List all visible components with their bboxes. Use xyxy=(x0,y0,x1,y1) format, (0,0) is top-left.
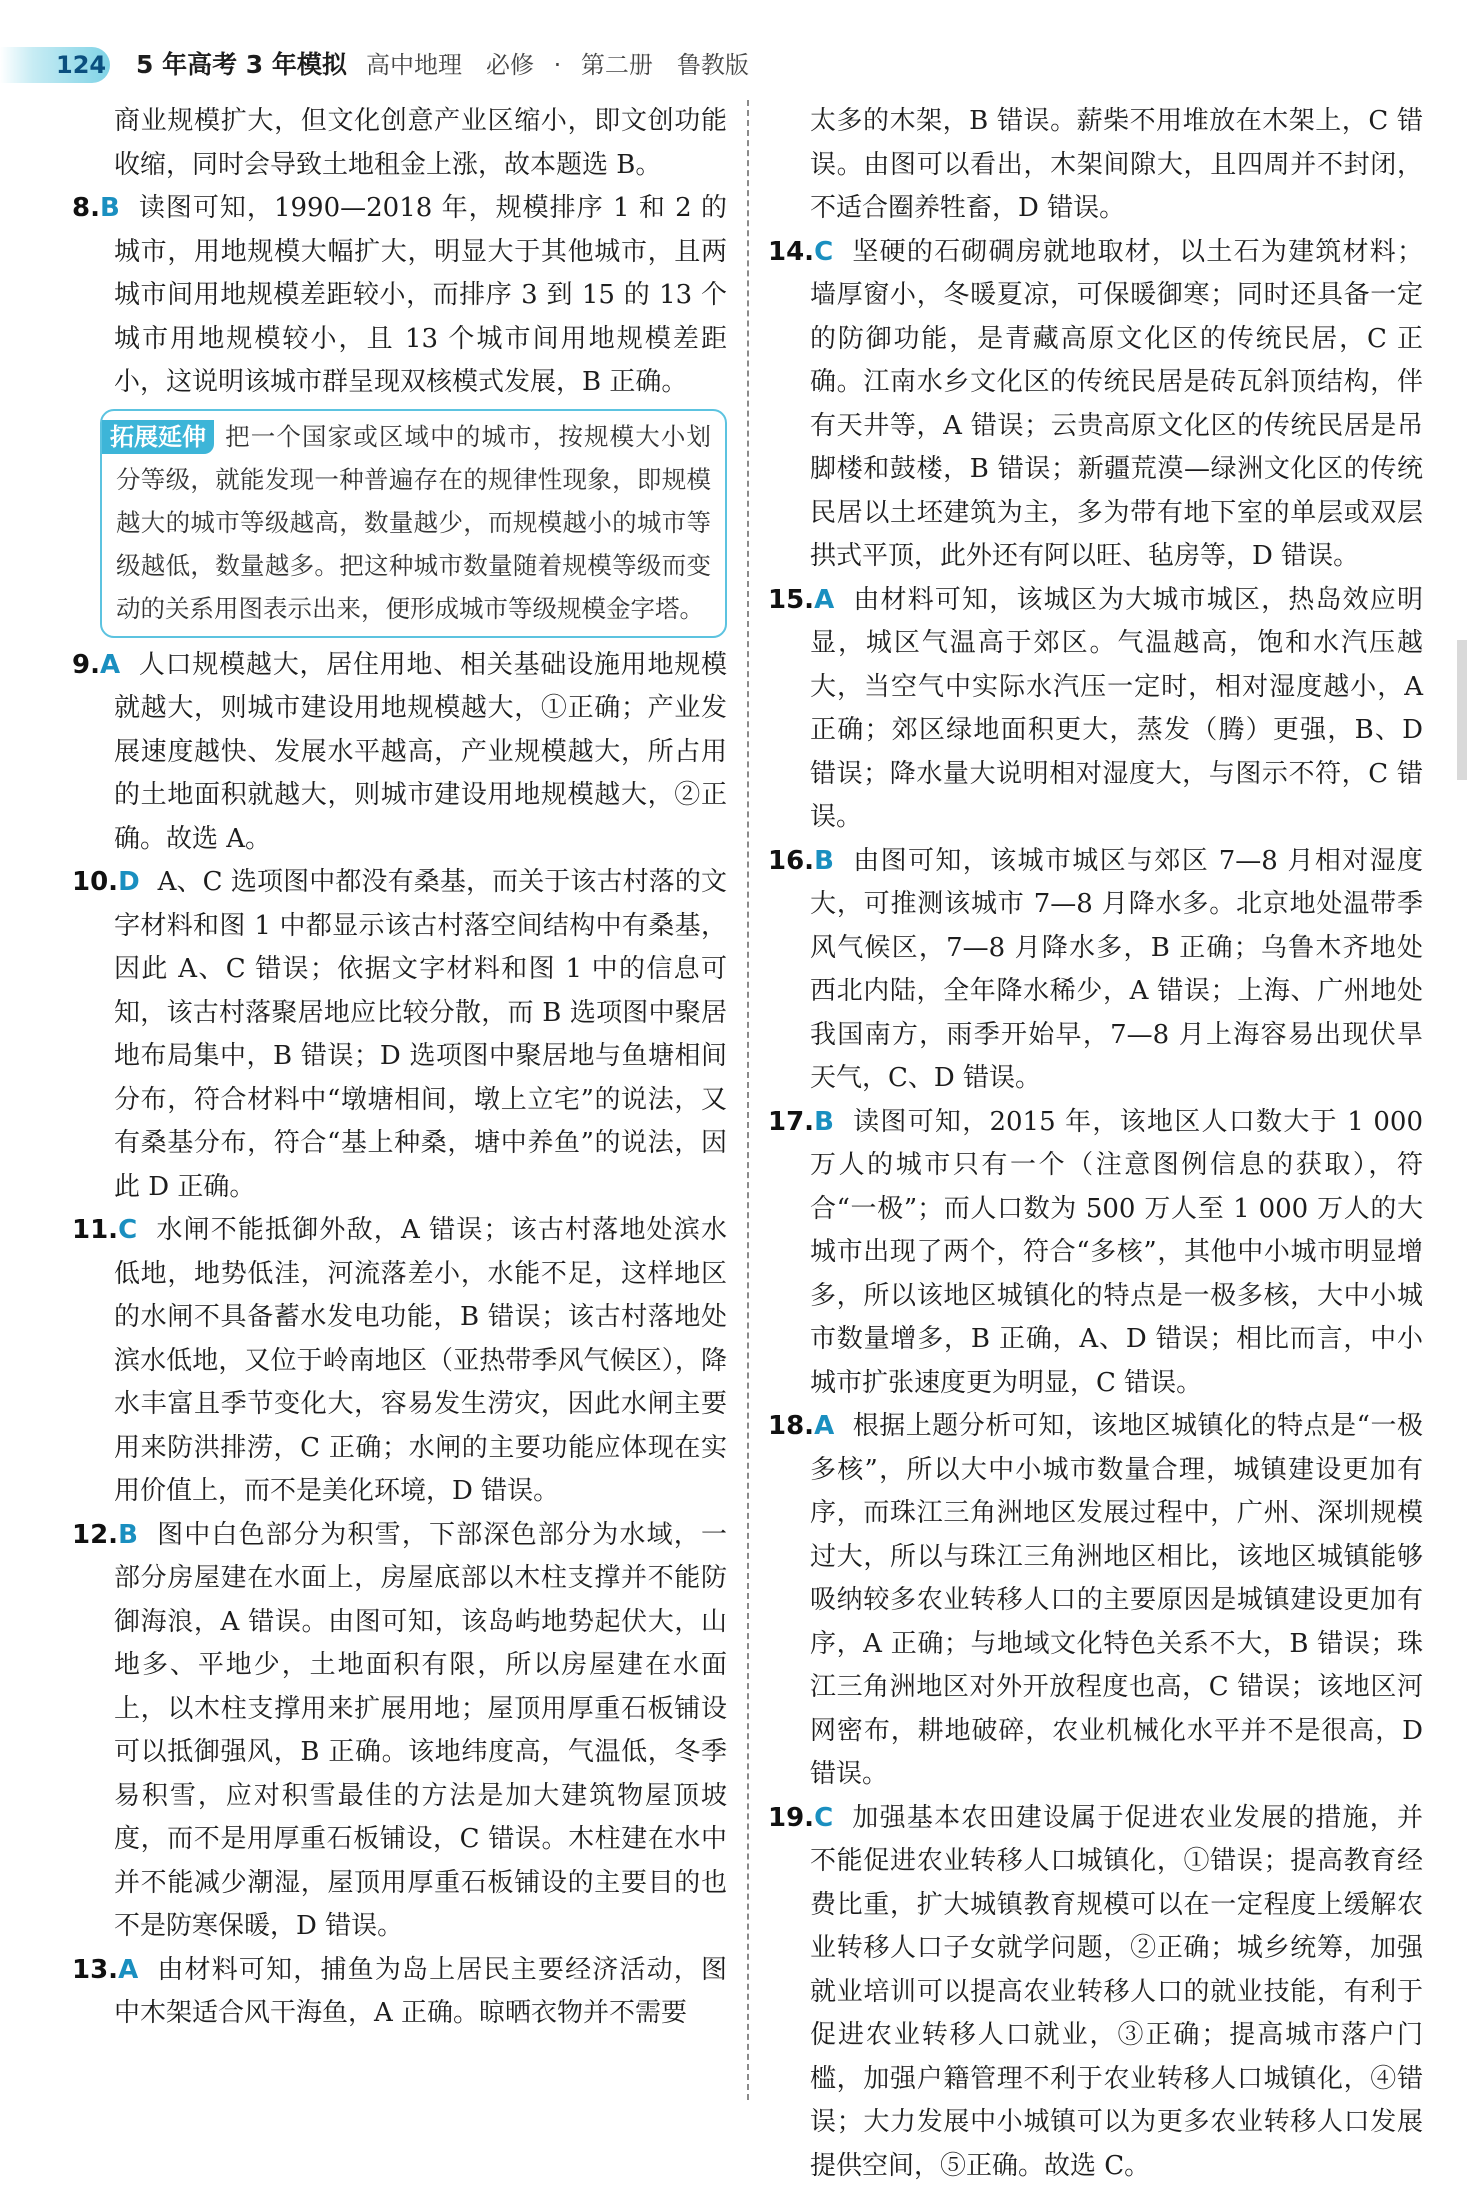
page-number: 124 xyxy=(56,47,106,83)
answer-item-16 xyxy=(768,840,1423,1101)
answer-item-19 xyxy=(768,1797,1423,2188)
answer-letter: C xyxy=(814,237,833,267)
question-number: 16. xyxy=(768,846,814,876)
extension-text: 把一个国家或区域中的城市，按规模大小划分等级，就能发现一种普遍存在的规律性现象，即规模越大的城市等级越高，数量越少，而规模越小的城市等级越低，数量越多。把这种城市数量随着规模等级而变动的关系用图表示出来，便形成城市等级规模金字塔。 xyxy=(116,422,711,623)
answer-letter: B xyxy=(100,193,120,223)
answer-item-9 xyxy=(72,644,727,862)
answer-item-8 xyxy=(72,187,727,405)
answer-item-12 xyxy=(72,1514,727,1949)
answer-letter: B xyxy=(118,1520,138,1550)
question-number: 18. xyxy=(768,1411,814,1441)
explanation-text: 水闸不能抵御外敌，A 错误；该古村落地处滨水低地，地势低洼，河流落差小，水能不足，这样地区的水闸不具备蓄水发电功能，B 错误；该古村落地处滨水低地，又位于岭南地区（亚热带季风气候区），降水丰富且季节变化大，容易发生涝灾，因此水闸主要用来防洪排涝，C 正确；水闸的主要功能应体现在实用价值上，而不是美化环境，D 错误。 xyxy=(114,1215,727,1506)
page-header xyxy=(0,40,800,90)
answer-letter: A xyxy=(118,1955,138,1985)
answer-letter: D xyxy=(118,867,140,897)
answer-item-11 xyxy=(72,1209,727,1514)
question-number: 15. xyxy=(768,585,814,615)
explanation-text: 由图可知，该城市城区与郊区 7—8 月相对湿度大，可推测该城市 7—8 月降水多。北京地处温带季风气候区，7—8 月降水多，B 正确；乌鲁木齐地处西北内陆，全年降水稀少，A 错误；上海、广州地处我国南方，雨季开始早，7—8 月上海容易出现伏旱天气，C、D 错误。 xyxy=(810,846,1423,1094)
answer-item-14 xyxy=(768,231,1423,579)
question-number: 8. xyxy=(72,193,100,223)
extension-box xyxy=(100,409,727,638)
answer-letter: A xyxy=(814,1411,834,1441)
answer-item-17 xyxy=(768,1101,1423,1406)
right-column xyxy=(768,100,1423,2188)
extension-tag: 拓展延伸 xyxy=(102,420,214,454)
answer-letter: C xyxy=(814,1803,833,1833)
answer-item-13 xyxy=(72,1949,727,2036)
question-number: 14. xyxy=(768,237,814,267)
question-number: 13. xyxy=(72,1955,118,1985)
question-number: 17. xyxy=(768,1107,814,1137)
question-number: 12. xyxy=(72,1520,118,1550)
answer-item-18 xyxy=(768,1405,1423,1797)
answer-letter: A xyxy=(814,585,834,615)
explanation-text: A、C 选项图中都没有桑基，而关于该古村落的文字材料和图 1 中都显示该古村落空间结构中有桑基，因此 A、C 错误；依据文字材料和图 1 中的信息可知，该古村落聚居地应比较分散，而 B 选项图中聚居地布局集中，B 错误；D 选项图中聚居地与鱼塘相间分布，符合材料中“墩塘相间，墩上立宅”的说法，又有桑基分布，符合“基上种桑，塘中养鱼”的说法，因此 D 正确。 xyxy=(114,867,727,1202)
explanation-text: 人口规模越大，居住用地、相关基础设施用地规模就越大，则城市建设用地规模越大，①正确；产业发展速度越快、发展水平越高，产业规模越大，所占用的土地面积就越大，则城市建设用地规模越大，②正确。故选 A。 xyxy=(114,650,727,854)
explanation-text: 加强基本农田建设属于促进农业发展的措施，并不能促进农业转移人口城镇化，①错误；提高教育经费比重，扩大城镇教育规模可以在一定程度上缓解农业转移人口子女就学问题，②正确；城乡统筹，加强就业培训可以提高农业转移人口的就业技能，有利于促进农业转移人口就业，③正确；提高城市落户门槛，加强户籍管理不利于农业转移人口城镇化，④错误；大力发展中小城镇可以为更多农业转移人口发展提供空间，⑤正确。故选 C。 xyxy=(810,1803,1423,2181)
question-number: 10. xyxy=(72,867,118,897)
column-divider xyxy=(747,100,749,2100)
question-number: 9. xyxy=(72,650,100,680)
answer-item-10 xyxy=(72,861,727,1209)
answer-letter: C xyxy=(118,1215,137,1245)
explanation-text: 由材料可知，捕鱼为岛上居民主要经济活动，图中木架适合风干海鱼，A 正确。晾晒衣物并不需要 xyxy=(114,1955,727,2029)
answer-letter: B xyxy=(814,1107,834,1137)
question-number: 19. xyxy=(768,1803,814,1833)
subject-info: 高中地理 必修 · 第二册 鲁教版 xyxy=(366,47,749,83)
question-number: 11. xyxy=(72,1215,118,1245)
explanation-text: 读图可知，1990—2018 年，规模排序 1 和 2 的城市，用地规模大幅扩大，明显大于其他城市，且两城市间用地规模差距较小，而排序 3 到 15 的 13 个城市用地规模较小，且 13 个城市间用地规模差距小，这说明该城市群呈现双核模式发展，B 正确。 xyxy=(114,193,727,397)
answer-letter: A xyxy=(100,650,120,680)
edge-tab xyxy=(1457,640,1467,780)
book-title: 5 年高考 3 年模拟 xyxy=(136,47,347,83)
explanation-text: 由材料可知，该城区为大城市城区，热岛效应明显，城区气温高于郊区。气温越高，饱和水汽压越大，当空气中实际水汽压一定时，相对湿度越小，A 正确；郊区绿地面积更大，蒸发（腾）更强，B、D 错误；降水量大说明相对湿度大，与图示不符，C 错误。 xyxy=(810,585,1423,833)
explanation-text: 根据上题分析可知，该地区城镇化的特点是“一极多核”，所以大中小城市数量合理，城镇建设更加有序，而珠江三角洲地区发展过程中，广州、深圳规模过大，所以与珠江三角洲地区相比，该地区城镇能够吸纳较多农业转移人口的主要原因是城镇建设更加有序，A 正确；与地域文化特色关系不大，B 错误；珠江三角洲地区对外开放程度也高，C 错误；该地区河网密布，耕地破碎，农业机械化水平并不是很高，D 错误。 xyxy=(810,1411,1423,1789)
intro-paragraph: 商业规模扩大，但文化创意产业区缩小，即文创功能收缩，同时会导致土地租金上涨，故本题选 B。 xyxy=(72,100,727,187)
explanation-text: 读图可知，2015 年，该地区人口数大于 1 000 万人的城市只有一个（注意图例信息的获取），符合“一极”；而人口数为 500 万人至 1 000 万人的大城市出现了两个，符合“多核”，其他中小城市明显增多，所以该地区城镇化的特点是一极多核，大中小城市数量增多，B 正确，A、D 错误；相比而言，中小城市扩张速度更为明显，C 错误。 xyxy=(810,1107,1423,1398)
answer-item-15 xyxy=(768,579,1423,840)
left-column xyxy=(72,100,727,2036)
explanation-text: 图中白色部分为积雪，下部深色部分为水域，一部分房屋建在水面上，房屋底部以木柱支撑并不能防御海浪，A 错误。由图可知，该岛屿地势起伏大，山地多、平地少，土地面积有限，所以房屋建在水面上，以木柱支撑用来扩展用地；屋顶用厚重石板铺设可以抵御强风，B 正确。该地纬度高，气温低，冬季易积雪，应对积雪最佳的方法是加大建筑物屋顶坡度，而不是用厚重石板铺设，C 错误。木柱建在水中并不能减少潮湿，屋顶用厚重石板铺设的主要目的也不是防寒保暖，D 错误。 xyxy=(114,1520,727,1942)
answer-letter: B xyxy=(814,846,834,876)
explanation-text: 坚硬的石砌碉房就地取材，以土石为建筑材料；墙厚窗小，冬暖夏凉，可保暖御寒；同时还具备一定的防御功能，是青藏高原文化区的传统民居，C 正确。江南水乡文化区的传统民居是砖瓦斜顶结构，伴有天井等，A 错误；云贵高原文化区的传统民居是吊脚楼和鼓楼，B 错误；新疆荒漠—绿洲文化区的传统民居以土坯建筑为主，多为带有地下室的单层或双层拱式平顶，此外还有阿以旺、毡房等，D 错误。 xyxy=(810,237,1423,572)
q13-continuation: 太多的木架，B 错误。薪柴不用堆放在木架上，C 错误。由图可以看出，木架间隙大，且四周并不封闭，不适合圈养牲畜，D 错误。 xyxy=(768,100,1423,231)
